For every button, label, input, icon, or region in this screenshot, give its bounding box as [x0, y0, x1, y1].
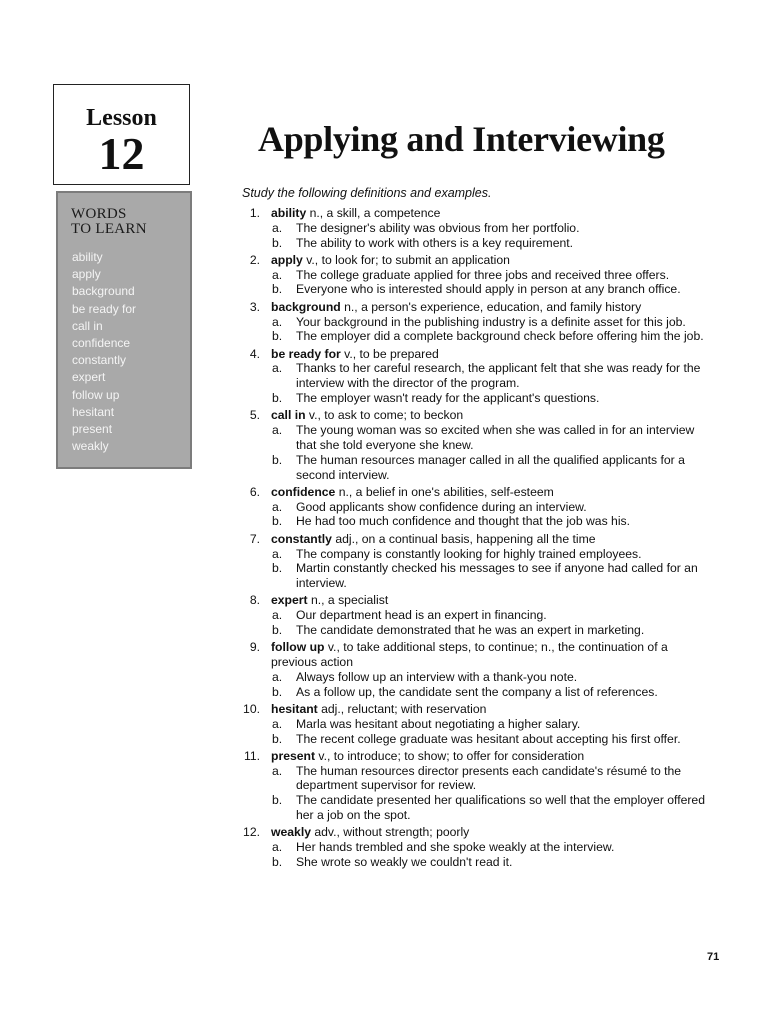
definition-item	[235, 300, 713, 344]
word-item: present	[72, 422, 113, 437]
example-letter: b.	[272, 684, 283, 699]
definition-number: 3.	[249, 299, 260, 314]
example-sentence	[235, 391, 713, 406]
definition-text	[271, 300, 713, 315]
example-letter: b.	[272, 561, 283, 576]
example-text: The company is constantly looking for highly trained employees.	[296, 546, 642, 561]
example-text: She wrote so weakly we couldn't read it.	[296, 854, 513, 869]
definition-item	[235, 532, 713, 591]
example-letter: b.	[272, 854, 283, 869]
example-sentence	[235, 732, 713, 747]
word-item: expert	[72, 370, 106, 385]
words-panel-heading-line2: TO LEARN	[71, 221, 147, 237]
definition-text	[271, 347, 713, 362]
definition-item	[235, 408, 713, 482]
example-sentence	[235, 717, 713, 732]
example-sentence	[235, 855, 713, 870]
definition-meaning: n., a skill, a competence	[306, 206, 441, 220]
word-item: call in	[72, 318, 103, 333]
definition-text	[271, 702, 713, 717]
definition-number: 2.	[249, 252, 260, 267]
definition-item	[235, 206, 713, 250]
definition-item	[235, 485, 713, 529]
example-text: The candidate presented her qualifications so well that the employer offered her a job on the spot.	[296, 793, 705, 823]
example-letter: b.	[272, 793, 283, 808]
example-sentence	[235, 670, 713, 685]
example-text: As a follow up, the candidate sent the company a list of references.	[296, 684, 658, 699]
example-letter: a.	[272, 763, 283, 778]
example-letter: a.	[272, 220, 283, 235]
definition-number: 9.	[249, 640, 260, 655]
definition-meaning: v., to look for; to submit an application	[302, 252, 510, 267]
definitions-list	[235, 206, 713, 870]
word-item: confidence	[72, 336, 131, 351]
page-number: 71	[707, 951, 720, 963]
page-title: Applying and Interviewing	[258, 119, 665, 159]
example-letter: b.	[272, 235, 283, 250]
definition-meaning: v., to ask to come; to beckon	[305, 408, 464, 423]
definition-term: constantly	[271, 531, 332, 546]
example-sentence	[235, 764, 713, 794]
definition-number: 10.	[243, 702, 260, 716]
example-text: Everyone who is interested should apply in person at any branch office.	[296, 282, 681, 297]
word-item: ability	[72, 250, 103, 264]
example-sentence	[235, 268, 713, 283]
example-letter: b.	[272, 452, 283, 467]
example-sentence	[235, 514, 713, 529]
example-letter: b.	[272, 329, 283, 344]
definition-term: background	[271, 299, 341, 314]
example-letter: b.	[272, 731, 283, 746]
definition-meaning: v., to introduce; to show; to offer for consideration	[315, 748, 585, 763]
example-text: The human resources director presents each candidate's résumé to the department supervisor for review.	[296, 763, 682, 793]
definition-text	[271, 408, 713, 423]
example-text: The young woman was so excited when she was called in for an interview that she told everyone she knew.	[296, 423, 695, 452]
example-sentence	[235, 453, 713, 483]
definition-meaning: n., a person's experience, education, and family history	[340, 299, 642, 314]
example-letter: b.	[272, 391, 283, 406]
definition-term: follow up	[271, 640, 325, 655]
example-text: The ability to work with others is a key requirement.	[296, 235, 574, 250]
example-sentence	[235, 500, 713, 515]
definition-number: 4.	[249, 346, 260, 361]
example-sentence	[235, 236, 713, 251]
definition-meaning: adj., on a continual basis, happening all the time	[331, 531, 596, 546]
example-sentence	[235, 361, 713, 391]
definition-item	[235, 702, 713, 746]
example-sentence	[235, 608, 713, 623]
words-to-learn-panel	[56, 191, 192, 469]
definition-item	[235, 825, 713, 869]
example-text: The college graduate applied for three jobs and received three offers.	[296, 267, 670, 282]
example-letter: a.	[272, 314, 283, 329]
example-letter: a.	[272, 423, 283, 438]
example-letter: a.	[272, 499, 283, 514]
words-panel-heading	[71, 207, 190, 237]
definition-term: call in	[271, 408, 306, 423]
definition-meaning: adj., reluctant; with reservation	[317, 702, 487, 716]
example-sentence	[235, 840, 713, 855]
lesson-label: Lesson	[86, 105, 157, 131]
definition-meaning: v., to take additional steps, to continue; n., the continuation of a previous action	[271, 640, 668, 670]
definition-item	[235, 640, 713, 699]
word-item: follow up	[72, 387, 120, 402]
example-letter: a.	[272, 669, 283, 684]
example-text: The employer wasn't ready for the applicant's questions.	[296, 391, 600, 406]
example-text: Always follow up an interview with a thank-you note.	[296, 669, 578, 684]
definition-text	[271, 485, 713, 500]
word-item: apply	[72, 267, 101, 282]
definition-number: 6.	[249, 484, 260, 499]
definition-number: 1.	[249, 206, 260, 220]
example-text: He had too much confidence and thought that the job was his.	[296, 514, 631, 529]
definition-text	[271, 532, 713, 547]
definition-term: expert	[271, 593, 308, 608]
words-list	[72, 249, 190, 455]
definition-meaning: v., to be prepared	[340, 346, 439, 361]
example-letter: a.	[272, 546, 283, 561]
example-sentence	[235, 561, 713, 591]
example-sentence	[235, 221, 713, 236]
definition-term: apply	[271, 252, 303, 267]
definition-term: be ready for	[271, 346, 341, 361]
example-text: The candidate demonstrated that he was an expert in marketing.	[296, 623, 645, 638]
definition-meaning: n., a belief in one's abilities, self-esteem	[335, 484, 554, 499]
example-text: The employer did a complete background check before offering him the job.	[296, 329, 704, 344]
definition-item	[235, 749, 713, 823]
example-letter: b.	[272, 514, 283, 529]
lesson-number: 12	[98, 128, 145, 179]
definition-number: 12.	[243, 825, 260, 840]
definition-number: 8.	[249, 593, 260, 608]
example-text: The recent college graduate was hesitant about accepting his first offer.	[296, 731, 681, 746]
example-sentence	[235, 685, 713, 700]
example-sentence	[235, 623, 713, 638]
word-item: weakly	[72, 439, 109, 454]
intro-text: Study the following definitions and examples.	[242, 186, 492, 200]
word-item: be ready for	[72, 301, 137, 316]
example-letter: b.	[272, 282, 283, 297]
word-item: constantly	[72, 353, 127, 368]
example-text: Good applicants show confidence during an interview.	[296, 499, 587, 514]
definition-term: present	[271, 748, 316, 763]
definition-item	[235, 347, 713, 406]
definition-number: 7.	[249, 531, 260, 546]
example-sentence	[235, 423, 713, 453]
example-letter: a.	[272, 840, 283, 855]
example-text: Our department head is an expert in financing.	[296, 608, 547, 623]
definition-text	[271, 593, 713, 608]
example-sentence	[235, 547, 713, 562]
example-letter: a.	[272, 716, 283, 731]
definition-item	[235, 253, 713, 297]
example-letter: b.	[272, 623, 283, 638]
example-sentence	[235, 329, 713, 344]
example-sentence	[235, 793, 713, 823]
definition-text	[271, 253, 713, 268]
example-sentence	[235, 315, 713, 330]
words-panel-heading-line1: WORDS	[71, 206, 127, 222]
definition-term: ability	[271, 206, 307, 220]
word-item: hesitant	[72, 404, 115, 419]
example-letter: a.	[272, 361, 283, 376]
definition-meaning: n., a specialist	[307, 593, 389, 608]
definition-term: weakly	[271, 825, 311, 840]
example-text: Her hands trembled and she spoke weakly at the interview.	[296, 840, 615, 855]
definition-text	[271, 206, 713, 221]
definition-term: hesitant	[271, 702, 318, 716]
definition-meaning: adv., without strength; poorly	[310, 825, 470, 840]
example-text: The designer's ability was obvious from her portfolio.	[296, 220, 580, 235]
definition-item	[235, 593, 713, 637]
example-letter: a.	[272, 608, 283, 623]
example-text: Marla was hesitant about negotiating a higher salary.	[296, 716, 581, 731]
definition-number: 11.	[243, 748, 260, 763]
lesson-box	[53, 84, 190, 185]
definition-text	[271, 749, 713, 764]
example-text: Thanks to her careful research, the applicant felt that she was ready for the interview with the director of the program.	[296, 361, 701, 391]
definition-text	[271, 640, 713, 670]
word-item: background	[72, 284, 135, 299]
example-letter: a.	[272, 267, 283, 282]
definition-number: 5.	[249, 408, 260, 423]
example-text: Your background in the publishing industry is a definite asset for this job.	[296, 314, 686, 329]
definition-term: confidence	[271, 484, 336, 499]
definition-text	[271, 825, 713, 840]
example-text: The human resources manager called in all the qualified applicants for a second interview.	[296, 452, 685, 482]
example-text: Martin constantly checked his messages to see if anyone had called for an interview.	[296, 561, 698, 591]
example-sentence	[235, 282, 713, 297]
